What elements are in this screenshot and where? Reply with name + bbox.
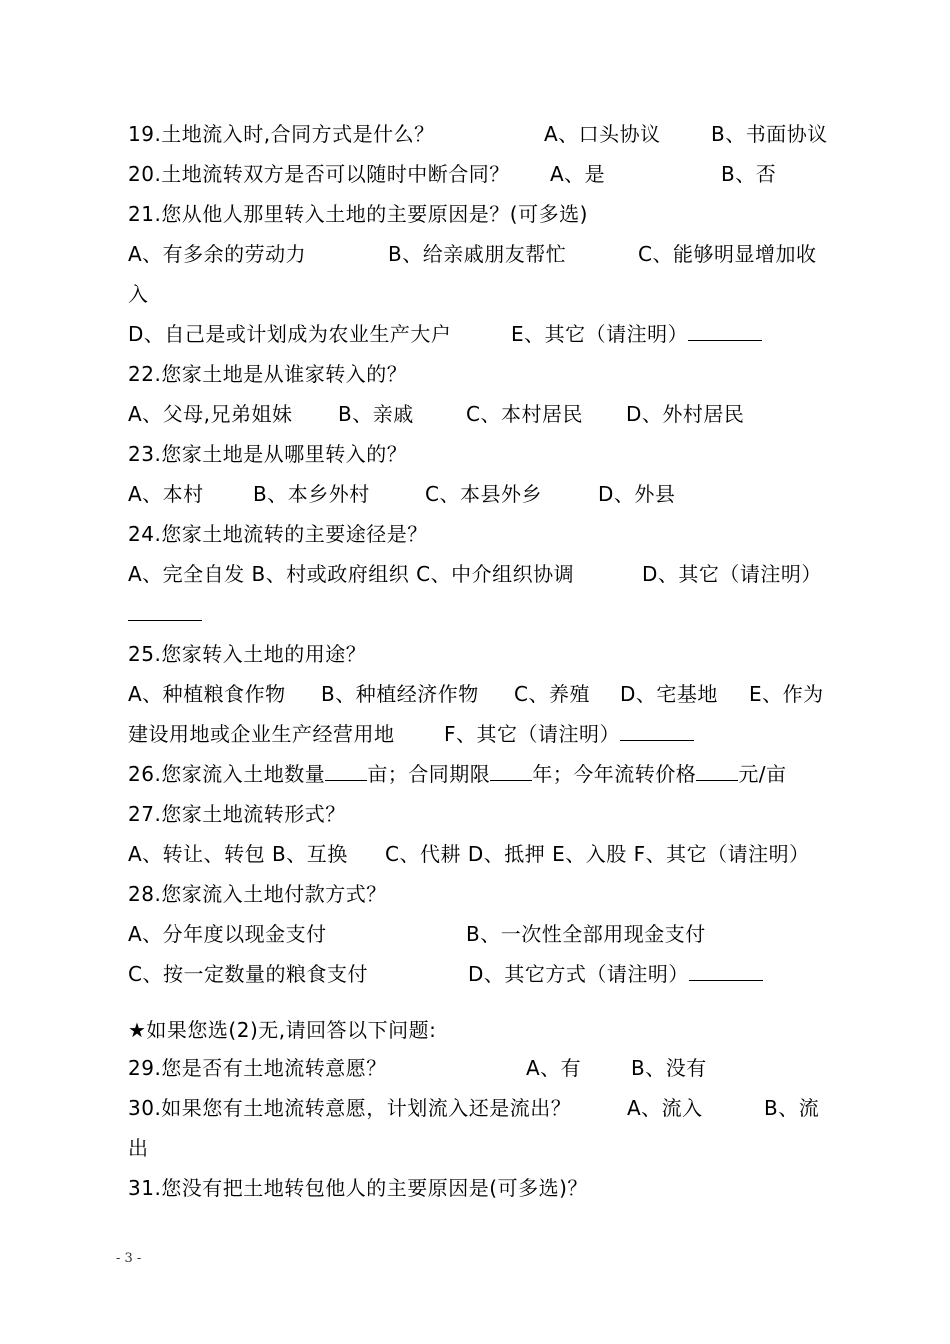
q28-text: 28.您家流入土地付款方式？ [128,882,387,906]
q20-option-b: B、否 [721,162,777,186]
q30-option-b: B、流 [764,1096,820,1120]
q21-wrap [128,282,149,306]
q23-option-b: B、本乡外村 [253,482,370,506]
q28-option-a: A、分年度以现金支付 [128,922,327,946]
q30-option-b-cont: 出 [128,1136,149,1160]
q25-option-b: B、种植经济作物 [321,682,479,706]
q28-option-d [468,962,763,986]
page-number: - 3 - [116,1251,142,1266]
q22-option-b: B、亲戚 [338,402,414,426]
q21-option-b: B、给亲戚朋友帮忙 [388,242,567,266]
question-20 [128,162,777,186]
q23-option-d: D、外县 [598,482,676,506]
question-24 [128,522,428,546]
q25-option-e-cont: 建设用地或企业生产经营用地 [128,722,395,746]
conditional-note [128,1018,436,1042]
q27-options [128,842,810,866]
q20-text: 20.土地流转双方是否可以随时中断合同？ [128,162,510,186]
question-29 [128,1056,707,1080]
q21-option-d: D、自己是或计划成为农业生产大户 [128,322,452,346]
q21-option-e-label: E、其它（请注明） [511,322,689,346]
q21-option-c: C、能够明显增加收 [638,242,817,266]
q29-text: 29.您是否有土地流转意愿？ [128,1056,387,1080]
question-31 [128,1176,588,1200]
fill-in-blank [620,722,694,741]
q21-options-row-1 [128,242,817,266]
q27-text: 27.您家土地流转形式？ [128,802,346,826]
q28-options-row-2 [128,962,689,986]
q22-option-a: A、父母,兄弟姐妹 [128,402,293,426]
question-23 [128,442,407,466]
q25-option-a: A、种植粮食作物 [128,682,286,706]
q25-options-row-1 [128,682,824,706]
q19-option-a: A、口头协议 [544,122,661,146]
q21-option-c-cont: 入 [128,282,149,306]
q25-option-d: D、宅基地 [620,682,718,706]
fill-in-blank [688,322,762,341]
question-19 [128,122,828,146]
q21-option-e [511,322,762,346]
q23-text: 23.您家土地是从哪里转入的？ [128,442,408,466]
q20-option-a: A、是 [550,162,606,186]
q25-options-row-2 [128,722,621,746]
q22-text: 22.您家土地是从谁家转入的？ [128,362,408,386]
q25-option-f [444,722,694,746]
q29-option-a: A、有 [526,1056,582,1080]
q25-text: 25.您家转入土地的用途？ [128,642,367,666]
fill-in-blank [696,762,738,781]
q30-option-a: A、流入 [627,1096,703,1120]
question-27 [128,802,346,826]
q26-part-1: 26.您家流入土地数量 [128,762,326,786]
q26-part-3: 年；今年流转价格 [532,762,697,786]
question-25 [128,642,366,666]
q22-options [128,402,745,426]
q24-options [128,562,822,586]
q24-option-d: D、其它（请注明） [642,562,822,586]
q30-wrap [128,1136,149,1160]
fill-in-blank [689,962,763,981]
q23-option-c: C、本县外乡 [425,482,542,506]
q26-part-4: 元/亩 [738,762,787,786]
q24-blank-line [128,602,202,626]
q21-options-row-2 [128,322,689,346]
q24-options-abc: A、完全自发 B、村或政府组织 C、中介组织协调 [128,562,575,586]
fill-in-blank [128,602,202,621]
conditional-note-text: ★如果您选(2)无,请回答以下问题: [128,1018,437,1042]
question-28 [128,882,387,906]
q22-option-c: C、本村居民 [466,402,583,426]
q28-options-row-1 [128,922,706,946]
q25-option-e: E、作为 [749,682,824,706]
q30-text: 30.如果您有土地流转意愿，计划流入还是流出？ [128,1096,572,1120]
q28-option-b: B、一次性全部用现金支付 [466,922,706,946]
question-30 [128,1096,820,1120]
q19-option-b: B、书面协议 [711,122,828,146]
q27-options-ab: A、转让、转包 B、互换 [128,842,348,866]
q19-text: 19.土地流入时,合同方式是什么？ [128,122,435,146]
q22-option-d: D、外村居民 [626,402,745,426]
q25-option-c: C、养殖 [514,682,590,706]
question-26 [128,762,787,786]
q28-option-d-label: D、其它方式（请注明） [468,962,689,986]
q21-option-a: A、有多余的劳动力 [128,242,307,266]
q29-option-b: B、没有 [631,1056,707,1080]
q28-option-c: C、按一定数量的粮食支付 [128,962,368,986]
q23-option-a: A、本村 [128,482,204,506]
q31-text: 31.您没有把土地转包他人的主要原因是(可多选)？ [128,1176,588,1200]
q23-options [128,482,676,506]
q24-text: 24.您家土地流转的主要途径是？ [128,522,428,546]
fill-in-blank [325,762,367,781]
q27-options-cf: C、代耕 D、抵押 E、入股 F、其它（请注明） [385,842,810,866]
q25-option-f-label: F、其它（请注明） [444,722,621,746]
q26-part-2: 亩；合同期限 [367,762,491,786]
fill-in-blank [490,762,532,781]
question-21 [128,202,588,226]
q21-text: 21.您从他人那里转入土地的主要原因是？(可多选) [128,202,588,226]
question-22 [128,362,407,386]
